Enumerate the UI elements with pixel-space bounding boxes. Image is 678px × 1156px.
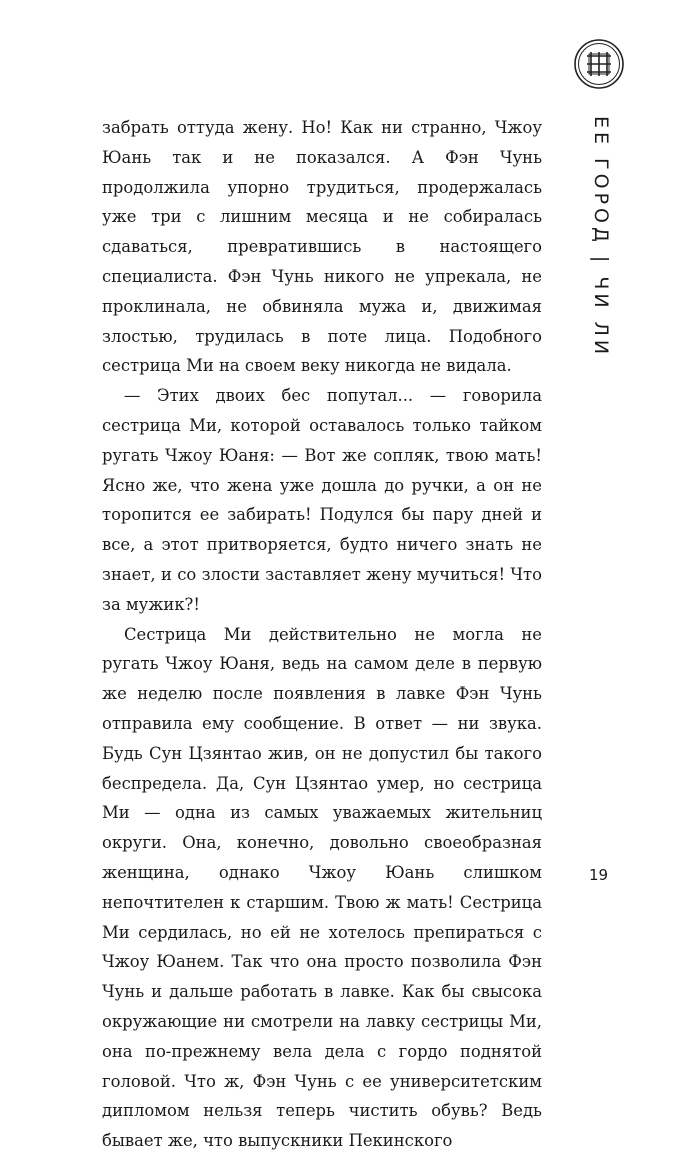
paragraph: Сестрица Ми действительно не могла не ругать Чжоу Юаня, ведь на самом деле в первую же неделю после появления в лавке Фэн Чунь отправила ему сообщение. В ответ — ни звука. Будь Сун Цзянтао жив, он не допустил бы такого беспредела. Да, Сун Цзянтао умер, но сестрица Ми — одна из самых уважаемых жительниц округи. Она, конечно, довольно своеобразная женщина, однако Чжоу Юань слишком непочтителен к старшим. Твою ж мать! Сестрица Ми сердилась, но ей не хотелось препираться с Чжоу Юанем. Так что она просто позволила Фэн Чунь и дальше работать в лавке. Как бы свысока окружающие ни смотрели на лавку сестрицы Ми, она по-прежнему вела дела с гордо поднятой головой. Что ж, Фэн Чунь с ее университетским дипломом нельзя теперь чистить обувь? Ведь бывает же, что выпускники Пекинского bbox=[102, 624, 542, 1151]
page-body bbox=[102, 113, 542, 1156]
knot-ornament-icon bbox=[573, 38, 625, 90]
paragraph: — Этих двоих бес попутал... — говорила сестрица Ми, которой оставалось только тайком ругать Чжоу Юаня: — Вот же сопляк, твою мать! Ясно же, что жена уже дошла до ручки, а он не торопится ее забирать! Подулся бы пару дней и все, а этот притворяется, будто ничего знать не знает, и со злости заставляет жену мучиться! Что за мужик?! bbox=[102, 386, 542, 614]
paragraph: забрать оттуда жену. Но! Как ни странно, Чжоу Юань так и не показался. А Фэн Чунь продолжила упорно трудиться, продержалась уже три с лишним месяца и не собиралась сдаваться, превратившись в настоящего специалиста. Фэн Чунь никого не упрекала, не проклинала, не обвиняла мужа и, движимая злостью, трудилась в поте лица. Подобного сестрица Ми на своем веку никогда не видала. bbox=[102, 118, 542, 376]
page-number: 19 bbox=[589, 866, 609, 884]
running-header: ЕЕ ГОРОД | ЧИ ЛИ bbox=[590, 116, 612, 359]
